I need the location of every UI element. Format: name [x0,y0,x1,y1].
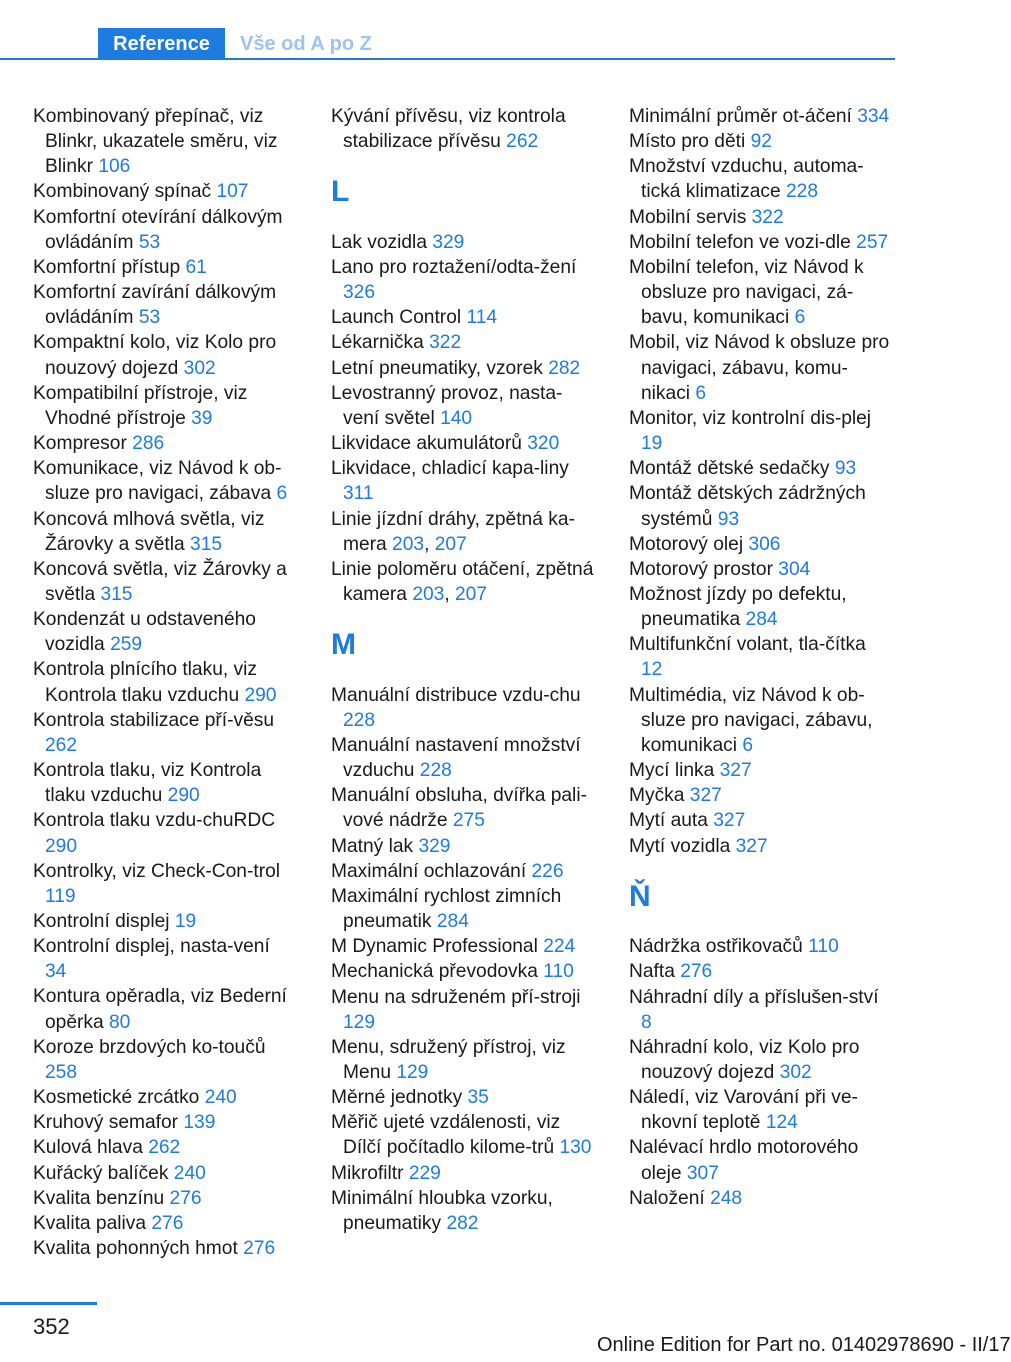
index-entry [629,1186,891,1211]
index-entry [331,255,595,305]
index-entry: Linie poloměru otáčení, zpětná kamera 203, 207 [331,558,594,605]
tab-a-to-z[interactable]: Vše od A po Z [240,32,372,55]
page-link[interactable]: 6 [276,483,288,505]
page-link[interactable]: 110 [808,936,839,958]
index-entry [33,909,295,934]
page-link[interactable]: 327 [719,760,752,782]
index-entry [629,834,891,859]
index-entry [629,406,891,456]
index-entry [33,1236,295,1261]
entry-text: Myčka [629,785,690,807]
entry-text: Kvalita paliva [33,1212,152,1234]
page-link[interactable]: 119 [45,885,76,907]
index-entry [331,1161,595,1186]
page-link[interactable]: 228 [786,181,819,203]
page-link[interactable]: 19 [174,911,197,932]
entry-text: Minimální průměr ot‐áčení [629,106,858,127]
index-entry [33,1186,295,1211]
page-link[interactable]: 224 [543,936,576,958]
page-link[interactable]: 226 [531,860,564,882]
entry-text: Nádržka ostřikovačů [629,936,809,958]
page-link[interactable]: 290 [45,835,78,857]
page-link[interactable]: 327 [735,835,768,857]
page-link[interactable]: 329 [418,835,451,857]
page-link[interactable]: 6 [794,307,806,329]
page-link[interactable]: 114 [466,307,498,329]
page-link[interactable]: 275 [452,810,485,832]
page-link[interactable]: 107 [216,181,249,203]
entry-text: Linie jízdní dráhy, zpětná ka‐mera [331,508,575,555]
index-entry [629,1035,891,1085]
header-bar [0,28,895,60]
footer-rule [0,1302,97,1305]
page-link[interactable]: 282 [548,357,581,379]
page-link[interactable]: 6 [695,382,707,404]
index-column-2 [331,104,595,1236]
index-entry [331,305,595,330]
index-entry [33,1110,295,1135]
page-link[interactable]: 39 [191,407,213,429]
entry-text: Kondenzát u odstaveného vozidla [33,609,256,656]
entry-text: Koroze brzdových ko‐toučů [33,1036,266,1058]
index-entry [33,758,295,808]
index-entry [33,934,295,984]
entry-text: Mobilní telefon ve vozi‐dle [629,231,857,253]
page-link[interactable]: 92 [750,131,772,153]
entry-text: Náhradní kolo, viz Kolo pro nouzový dojezd [629,1036,860,1083]
entry-text: Komfortní přístup [33,256,186,278]
index-entry [629,230,891,255]
entry-text: Nafta [629,961,681,983]
page-link[interactable]: 93 [834,458,857,480]
page-link[interactable]: 307 [686,1162,719,1184]
index-entry [33,330,295,380]
page-link[interactable]: 276 [680,961,713,983]
tab-reference[interactable]: Reference [98,28,225,60]
entry-text: Kontrolní displej, nasta‐vení [33,936,270,958]
entry-text: Kontrolky, viz Check-Con‐trol [33,860,281,882]
page-link[interactable]: 203 [392,533,425,555]
entry-text: Kontrola tlaku vzdu‐chuRDC [33,810,276,832]
page-link[interactable]: 129 [396,1062,429,1083]
index-entry [331,330,595,355]
entry-text: Kosmetické zrcátko [33,1087,205,1109]
entry-text: M Dynamic Professional [331,936,544,958]
page-link[interactable]: 203 [412,584,445,605]
page-link[interactable]: 276 [243,1238,276,1260]
index-entry [33,255,295,280]
index-entry [331,230,595,255]
page-link[interactable]: 290 [167,785,200,807]
entry-text: Kompatibilní přístroje, viz Vhodné přístroje [33,382,248,429]
index-entry [629,205,891,230]
entry-text: Mobilní servis [629,206,752,228]
page-link[interactable]: 258 [45,1061,78,1083]
index-entry [629,683,891,758]
page-link[interactable]: 302 [779,1061,812,1083]
entry-text: Mycí linka [629,760,720,782]
entry-text: Multifunkční volant, tla‐čítka [629,634,866,656]
index-entry [629,758,891,783]
entry-text: Kombinovaný spínač [33,181,217,203]
page-link[interactable]: 284 [436,911,469,933]
page-link[interactable]: 124 [765,1112,798,1134]
page-link[interactable]: 315 [190,533,223,555]
page-link[interactable]: 240 [204,1087,237,1109]
entry-text: Měřič ujeté vzdálenosti, viz Dílčí počítadlo kilome‐trů [331,1112,561,1159]
entry-text: Kruhový semafor [33,1112,184,1134]
page-link[interactable]: 110 [543,961,574,983]
entry-text: Lano pro roztažení/odta‐žení [331,256,577,278]
page-link[interactable]: 53 [138,231,161,253]
page-link[interactable]: 290 [244,684,277,706]
index-entry [331,356,595,381]
index-entry [33,1035,295,1085]
entry-text: Možnost jízdy po defektu, pneumatika [629,583,847,631]
entry-text: Kompaktní kolo, viz Kolo pro nouzový dojezd [33,332,277,379]
entry-text: Kvalita benzínu [33,1187,170,1209]
index-entry [331,884,595,934]
entry-text: Kontrola tlaku, viz Kontrola tlaku vzduchu [33,760,262,807]
index-entry [629,481,891,531]
entry-text: Montáž dětské sedačky [629,458,835,480]
index-entry [33,179,295,204]
index-entry [331,1110,595,1160]
page-link[interactable]: 61 [185,256,207,278]
entry-text: Lékarnička [331,332,430,354]
index-entry [629,557,891,582]
entry-text: Kombinovaný přepínač, viz Blinkr, ukazatele směru, viz Blinkr [33,106,278,178]
index-column-3 [629,104,891,1211]
page-link[interactable]: 334 [857,106,890,127]
entry-text: Kontrolní displej [33,911,175,932]
entry-text: Kontrola plnícího tlaku, viz Kontrola tlaku vzduchu [33,659,257,706]
entry-text: Menu na sdruženém pří‐stroji [331,986,581,1008]
entry-text: Množství vzduchu, automa‐tická klimatizace [629,156,864,203]
entry-text: Kontura opěradla, viz Bederní opěrka [33,986,287,1033]
index-entry [33,808,295,858]
page-link[interactable]: 322 [751,206,784,228]
page-link[interactable]: 140 [440,407,473,429]
index-entry [33,607,295,657]
entry-text: Mechanická převodovka [331,961,544,983]
page-link[interactable]: 327 [713,810,746,832]
entry-text: Komfortní zavírání dálkovým ovládáním [33,282,277,329]
entry-text: Kuřácký balíček [33,1162,174,1184]
entry-text: Manuální nastavení množství vzduchu [331,734,581,782]
index-entry [331,834,595,859]
index-entry [331,783,595,833]
index-entry [629,532,891,557]
page-link[interactable]: 34 [45,961,67,983]
page-link[interactable]: 207 [455,584,488,605]
page-link[interactable]: 262 [148,1137,181,1159]
header-rule [0,58,895,60]
index-entry [331,1085,595,1110]
page-link[interactable]: 306 [748,533,781,555]
entry-text: Manuální distribuce vzdu‐chu [331,684,581,706]
page-link[interactable]: 311 [343,483,374,505]
page-link[interactable]: 93 [717,508,740,530]
index-entry [33,104,295,179]
index-entry [33,381,295,431]
index-entry [331,1186,595,1236]
page-link[interactable]: 35 [467,1087,489,1109]
page-link[interactable]: 262 [45,734,78,756]
entry-text: Motorový prostor [629,558,779,580]
page-link[interactable]: 327 [689,785,722,807]
page-number: 352 [33,1314,70,1339]
entry-text: Naložení [629,1187,711,1209]
entry-text: Maximální ochlazování [331,860,532,882]
index-entry [629,934,891,959]
index-entry [331,985,595,1035]
entry-text: Menu, sdružený přístroj, viz Menu [331,1036,566,1083]
index-entry [33,1085,295,1110]
page-link[interactable]: 257 [856,231,889,253]
page-link[interactable]: 12 [641,659,663,681]
entry-text: Koncová světla, viz Žárovky a světla [33,558,287,605]
page-link[interactable]: 80 [109,1011,131,1033]
entry-text: Mobil, viz Návod k obsluze pro navigaci, zábavu, komu‐nikaci [629,332,890,404]
entry-text: Montáž dětských zádržných systémů [629,483,866,530]
page-link[interactable]: 106 [98,156,131,178]
entry-text: Launch Control [331,307,467,329]
page-link[interactable]: 228 [343,709,376,731]
index-entry [33,507,295,557]
index-entry [331,934,595,959]
index-entry [33,984,295,1034]
entry-text: Místo pro děti [629,131,751,153]
index-entry [33,1161,295,1186]
entry-text: Minimální hloubka vzorku, pneumatiky [331,1187,553,1234]
page-link[interactable]: 19 [641,433,663,455]
index-entry [629,154,891,204]
entry-text: Mytí vozidla [629,835,736,857]
page-link[interactable]: 286 [132,433,165,455]
page-link[interactable]: 139 [183,1112,216,1134]
index-entry [33,657,295,707]
entry-text: Multimédia, viz Návod k ob‐sluze pro navigaci, zábavu, komunikaci [629,684,873,756]
page-link[interactable]: 53 [138,307,161,329]
entry-text: Kontrola stabilizace pří‐věsu [33,709,275,731]
page-link[interactable]: 302 [183,357,216,379]
index-entry [331,104,595,154]
index-column-1 [33,104,295,1261]
entry-text: Monitor, viz kontrolní dis‐plej [629,407,872,429]
entry-text: Linie poloměru otáčení, zpětná kamera [331,558,594,605]
index-entry [629,456,891,481]
entry-text: Kompresor [33,433,133,455]
entry-text: Komfortní otevírání dálkovým ovládáním [33,206,283,253]
index-entry [629,104,891,129]
index-entry [33,456,295,506]
index-entry [629,330,891,405]
page-link[interactable]: 248 [710,1187,743,1209]
index-entry [33,859,295,909]
index-entry [629,255,891,330]
page-link[interactable]: 130 [559,1137,592,1159]
page-link[interactable]: 329 [432,231,465,253]
entry-text: Mytí auta [629,810,714,832]
entry-text: Likvidace, chladicí kapa‐liny [331,458,569,480]
page-link[interactable]: 229 [408,1162,441,1184]
page-link[interactable]: 262 [506,131,539,153]
page-link[interactable]: 315 [100,583,133,605]
entry-text: Kvalita pohonných hmot [33,1238,244,1260]
edition-note: Online Edition for Part no. 01402978690 - II/17 [597,1334,1011,1356]
section-letter: L [331,175,350,209]
page-link[interactable]: 282 [446,1212,479,1234]
entry-text: Koncová mlhová světla, viz Žárovky a světla [33,508,265,555]
index-entry [629,985,891,1035]
index-entry [331,456,595,506]
entry-text: Měrné jednotky [331,1087,468,1109]
section-letter: Ň [629,879,651,913]
page-link[interactable]: 276 [151,1212,184,1234]
entry-text: Kulová hlava [33,1137,149,1159]
index-entry [331,959,595,984]
page-link[interactable]: 304 [778,558,811,580]
index-entry [629,808,891,833]
entry-text: Kývání přívěsu, viz kontrola stabilizace přívěsu [331,106,566,153]
index-entry [331,381,595,431]
page-link[interactable]: 320 [527,433,560,455]
page-link[interactable]: 6 [742,734,753,756]
page-link[interactable]: 276 [169,1187,202,1209]
index-entry [629,129,891,154]
entry-text: Maximální rychlost zimních pneumatik [331,885,562,933]
entry-text: Mobilní telefon, viz Návod k obsluze pro navigaci, zá‐bavu, komunikaci [629,256,864,329]
index-entry [629,783,891,808]
page-link[interactable]: 129 [343,1011,376,1033]
entry-text: Letní pneumatiky, vzorek [331,357,549,379]
entry-text: Lak vozidla [331,231,433,253]
index-entry [629,632,891,682]
index-entry [33,205,295,255]
page-link[interactable]: 207 [434,533,467,555]
page-link[interactable]: 326 [343,282,376,304]
index-entry [33,431,295,456]
index-entry: Linie jízdní dráhy, zpětná ka‐mera 203, 207 [331,508,575,555]
index-entry [629,582,891,632]
entry-text: Motorový olej [629,533,749,555]
entry-text: Likvidace akumulátorů [331,433,528,455]
entry-text: Náhradní díly a příslušen‐ství [629,986,879,1008]
page-link[interactable]: 284 [745,609,778,631]
page-link[interactable]: 240 [173,1162,206,1184]
entry-text: Manuální obsluha, dvířka pali‐vové nádrže [331,785,587,832]
entry-text: Náledí, viz Varování při ve‐nkovní teplotě [629,1087,858,1134]
index-entry [331,1035,595,1085]
index-entry [331,431,595,456]
page-link[interactable]: 322 [429,332,462,354]
index-entry [33,708,295,758]
index-entry [629,959,891,984]
entry-text: Nalévací hrdlo motorového oleje [629,1137,859,1184]
entry-text: Mikrofiltr [331,1162,409,1184]
entry-text: Matný lak [331,835,419,857]
index-entry [33,557,295,607]
index-entry [629,1085,891,1135]
index-entry [33,1135,295,1160]
page-link[interactable]: 259 [110,634,143,656]
index-entry [331,733,595,783]
index-entry [629,1135,891,1185]
entry-text: Levostranný provoz, nasta‐vení světel [331,382,563,429]
index-entry [331,859,595,884]
page-link[interactable]: 8 [641,1011,652,1033]
index-entry [331,683,595,733]
page-link[interactable]: 228 [419,760,452,782]
index-entry [33,1211,295,1236]
section-letter: M [331,628,356,662]
entry-text: Komunikace, viz Návod k ob‐sluze pro navigaci, zábava [33,458,282,505]
index-entry [33,280,295,330]
